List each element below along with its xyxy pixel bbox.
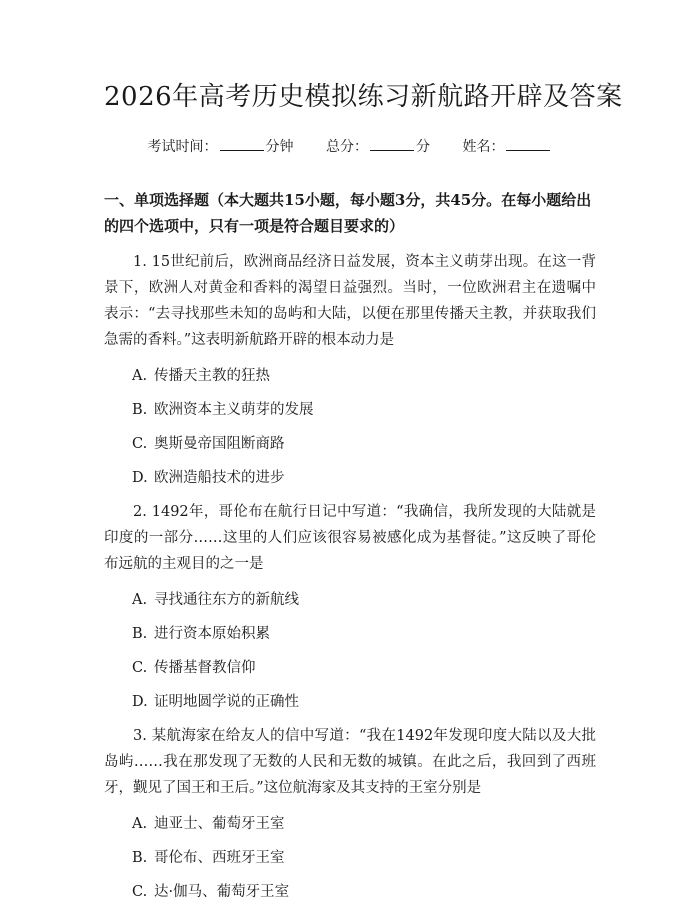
question-2-option-a: [104, 589, 596, 611]
exam-time-field: [148, 136, 294, 157]
total-score-unit: 分: [416, 139, 430, 155]
option-text: 传播天主教的狂热: [154, 368, 270, 384]
option-text: 迪亚士、葡萄牙王室: [154, 816, 285, 832]
option-letter: B.: [132, 402, 148, 418]
option-text: 哥伦布、西班牙王室: [154, 850, 285, 866]
question-1-option-d: [104, 467, 596, 489]
question-3-stem: 3. 某航海家在给友人的信中写道：“我在1492年发现印度大陆以及大批岛屿……我在那发现了无数的人民和无数的城镇。在此之后，我回到了西班牙，觐见了国王和王后。”这位航海家及其支持的王室分别是: [104, 728, 596, 796]
option-text: 证明地圆学说的正确性: [154, 694, 299, 710]
option-letter: C.: [132, 436, 148, 452]
name-label: 姓名：: [462, 139, 505, 155]
question-3-option-c: [104, 881, 596, 903]
question-3-option-b: [104, 847, 596, 869]
exam-time-label: 考试时间：: [147, 139, 218, 155]
option-text: 寻找通往东方的新航线: [154, 592, 299, 608]
page-title: 2026年高考历史模拟练习新航路开辟及答案: [104, 82, 623, 112]
question-2-stem: 2. 1492年，哥伦布在航行日记中写道：“我确信，我所发现的大陆就是印度的一部分……这里的人们应该很容易被感化成为基督徒。”这反映了哥伦布远航的主观目的之一是: [104, 504, 596, 572]
exam-meta: [104, 136, 596, 157]
question-1-option-c: [104, 433, 596, 455]
option-text: 进行资本原始积累: [154, 626, 270, 642]
question-2-option-b: [104, 623, 596, 645]
question-3-option-a: [104, 813, 596, 835]
section-heading: 一、单项选择题（本大题共15小题，每小题3分，共45分。在每小题给出的四个选项中，只有一项是符合题目要求的）: [104, 191, 592, 235]
name-field: [462, 136, 552, 157]
exam-time-unit: 分钟: [265, 139, 294, 155]
option-letter: A.: [132, 592, 148, 608]
option-text: 传播基督教信仰: [154, 660, 256, 676]
option-letter: D.: [132, 694, 148, 710]
exam-time-blank: [220, 136, 264, 151]
option-text: 奥斯曼帝国阻断商路: [154, 436, 285, 452]
question-2-option-c: [104, 657, 596, 679]
option-letter: A.: [132, 816, 148, 832]
question-1-stem: 1. 15世纪前后，欧洲商品经济日益发展，资本主义萌芽出现。在这一背景下，欧洲人对黄金和香料的渴望日益强烈。当时，一位欧洲君主在遗嘱中表示：“去寻找那些未知的岛屿和大陆，以便在那里传播天主教，并获取我们急需的香料。”这表明新航路开辟的根本动力是: [104, 254, 596, 348]
option-letter: A.: [132, 368, 148, 384]
option-letter: D.: [132, 470, 148, 486]
option-letter: B.: [132, 850, 148, 866]
question-1-option-a: [104, 365, 596, 387]
question-2-option-d: [104, 691, 596, 713]
name-blank: [506, 136, 550, 151]
total-score-label: 总分：: [326, 139, 368, 155]
total-score-field: [326, 136, 430, 157]
option-letter: C.: [132, 884, 148, 900]
option-text: 欧洲造船技术的进步: [154, 470, 285, 486]
option-text: 欧洲资本主义萌芽的发展: [154, 402, 314, 418]
question-1-option-b: [104, 399, 596, 421]
option-letter: C.: [132, 660, 148, 676]
option-text: 达·伽马、葡萄牙王室: [154, 884, 290, 900]
total-score-blank: [370, 136, 414, 151]
option-letter: B.: [132, 626, 148, 642]
